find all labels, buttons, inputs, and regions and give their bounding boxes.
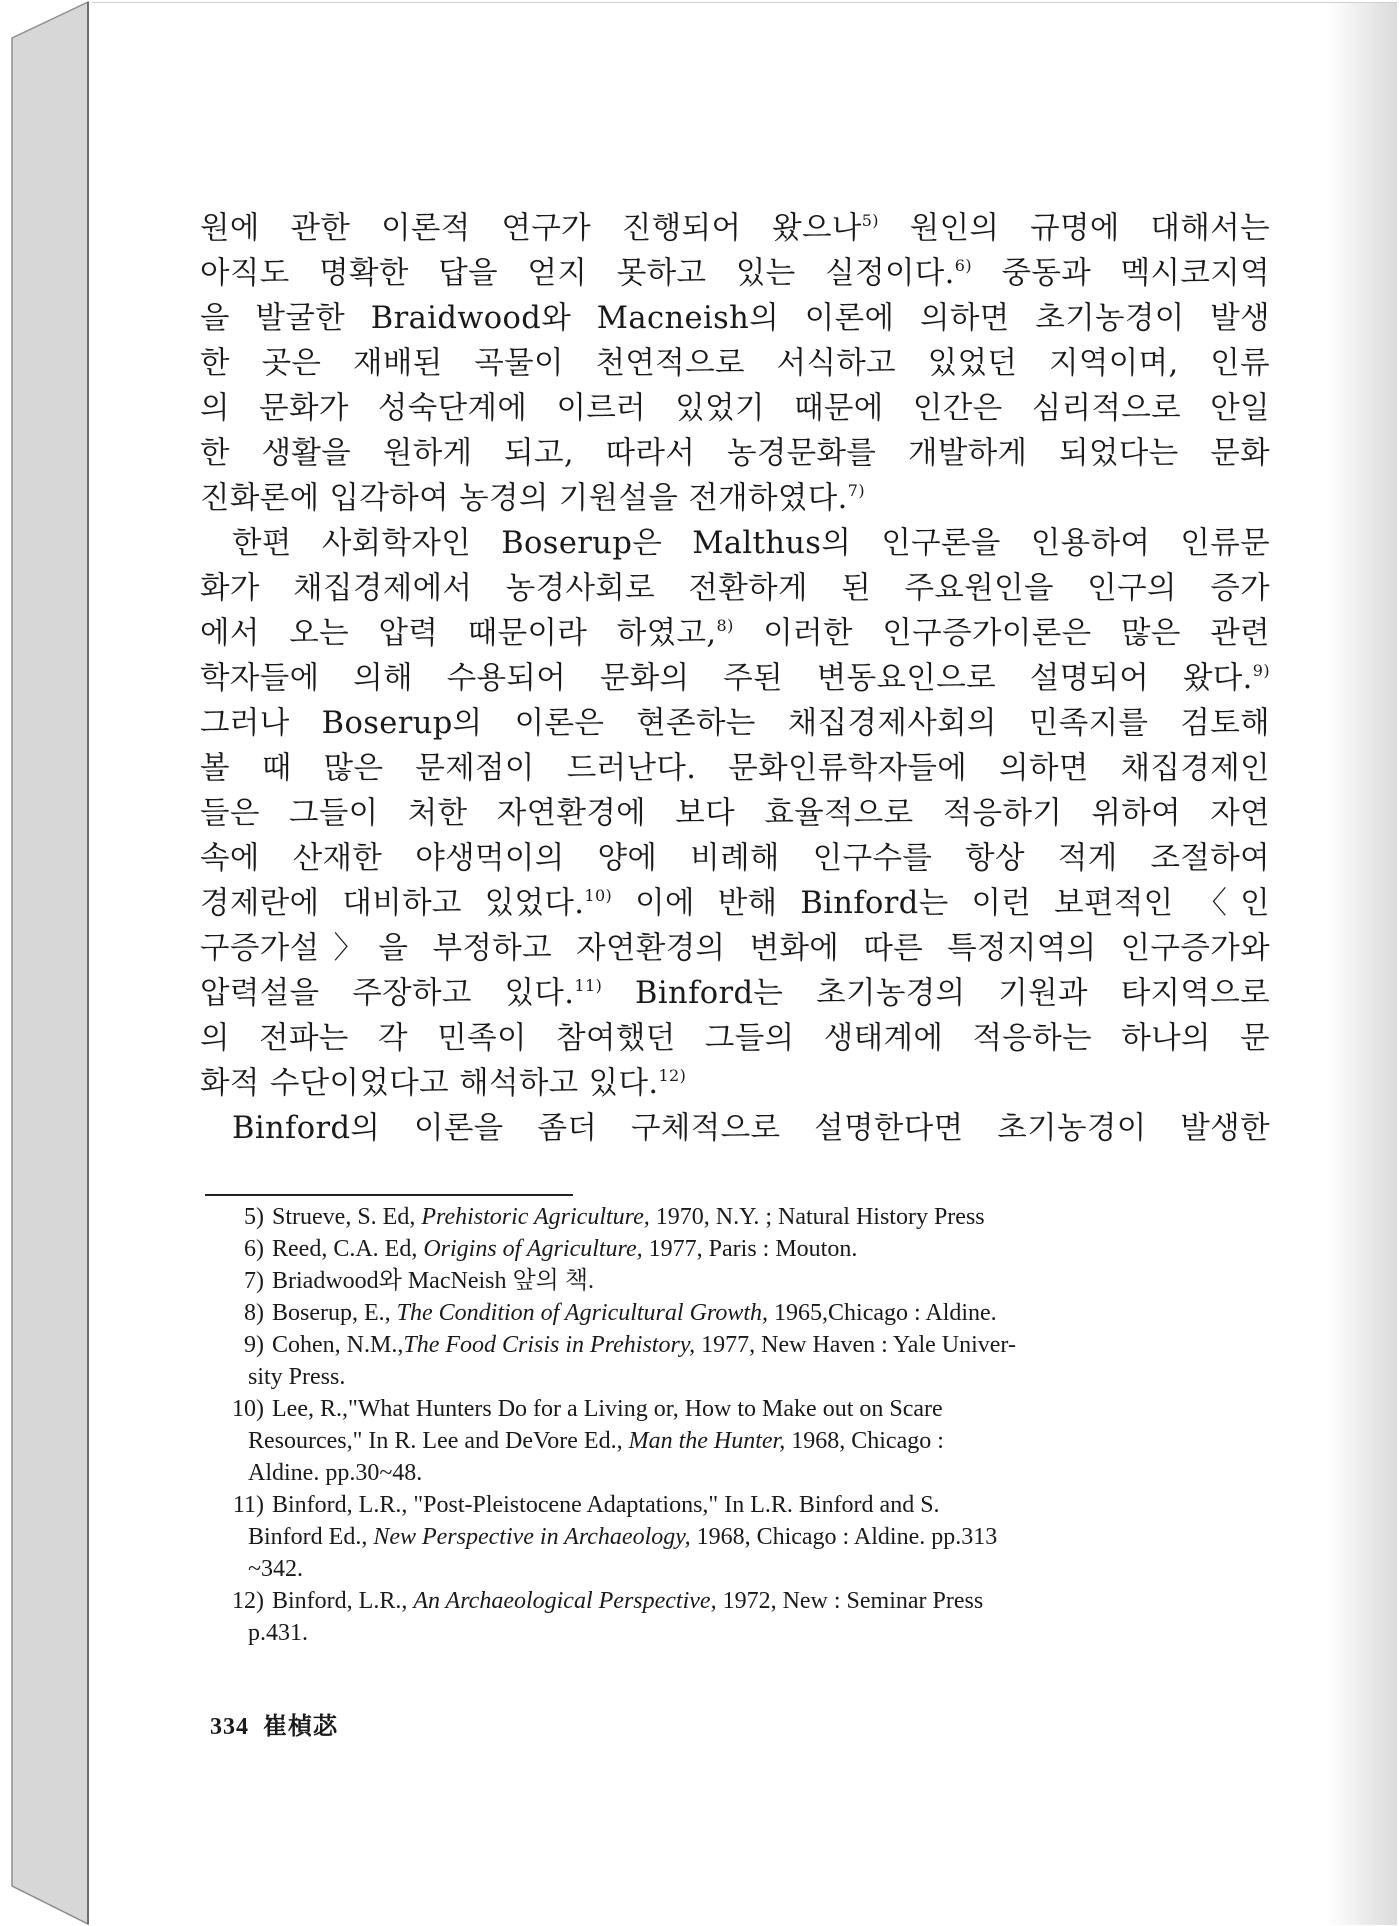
footnote-11: 11) Binford, L.R., "Post-Pleistocene Adaptations," In L.R. Binford and S.: [232, 1492, 940, 1518]
page-number: 334: [210, 1714, 249, 1740]
footnote-11-continued: Binford Ed., New Perspective in Archaeology, 1968, Chicago : Aldine. pp.313: [248, 1524, 998, 1550]
text-line: 한 곳은 재배된 곡물이 천연적으로 서식하고 있었던 지역이며, 인류: [200, 346, 1270, 381]
text-line: 에서 오는 압력 때문이라 하였고,$^{8)}$ 이러한 인구증가이론은 많은 관련: [200, 616, 1270, 651]
footnote-rule: [205, 1194, 573, 1196]
text-line: 한편 사회학자인 Boserup은 Malthus의 인구론을 인용하여 인류문: [232, 526, 1270, 561]
running-head-author: 崔楨苾: [263, 1714, 338, 1740]
footnotes: [230, 1201, 1280, 1649]
footnote-10-continued: Resources," In R. Lee and DeVore Ed., Man the Hunter, 1968, Chicago :: [248, 1428, 944, 1454]
text-line: 진화론에 입각하여 농경의 기원설을 전개하였다.$^{7)}$: [200, 481, 865, 516]
text-line: 그러나 Boserup의 이론은 현존하는 채집경제사회의 민족지를 검토해: [200, 706, 1270, 741]
text-line: 압력설을 주장하고 있다.$^{11)}$ Binford는 초기농경의 기원과 타지역으로: [200, 976, 1271, 1011]
text-line: Binford의 이론을 좀더 구체적으로 설명한다면 초기농경이 발생한: [232, 1111, 1270, 1146]
page-folio: [210, 1706, 338, 1741]
text-line: 경제란에 대비하고 있었다.$^{10)}$ 이에 반해 Binford는 이런 보편적인 〈인: [200, 886, 1270, 921]
text-line: 원에 관한 이론적 연구가 진행되어 왔으나$^{5)}$ 원인의 규명에 대해서는: [200, 211, 1270, 246]
text-line: 속에 산재한 야생먹이의 양에 비례해 인구수를 항상 적게 조절하여: [200, 841, 1270, 876]
footnote-8: 8) Boserup, E., The Condition of Agricultural Growth, 1965,Chicago : Aldine.: [244, 1300, 997, 1326]
footnote-9-continued: sity Press.: [248, 1364, 346, 1390]
text-line: 화가 채집경제에서 농경사회로 전환하게 된 주요원인을 인구의 증가: [200, 571, 1270, 606]
footnote-5: 5) Strueve, S. Ed, Prehistoric Agriculture, 1970, N.Y. ; Natural History Press: [244, 1204, 985, 1230]
text-line: 의 전파는 각 민족이 참여했던 그들의 생태계에 적응하는 하나의 문: [200, 1021, 1270, 1056]
footnote-12-continued: p.431.: [248, 1620, 308, 1646]
text-line: 을 발굴한 Braidwood와 Macneish의 이론에 의하면 초기농경이 발생: [200, 301, 1270, 336]
footnote-10: 10) Lee, R.,"What Hunters Do for a Living or, How to Make out on Scare: [232, 1396, 943, 1422]
text-line: 한 생활을 원하게 되고, 따라서 농경문화를 개발하게 되었다는 문화: [200, 436, 1270, 471]
footnote-7: 7) Briadwood와 MacNeish 앞의 책.: [244, 1268, 595, 1294]
footnote-10-continued: Aldine. pp.30~48.: [248, 1460, 423, 1486]
footnote-11-continued: ~342.: [248, 1556, 303, 1582]
page-edge-shadow: [1327, 3, 1397, 1925]
footnote-12: 12) Binford, L.R., An Archaeological Perspective, 1972, New : Seminar Press: [232, 1588, 984, 1614]
footnote-9: 9) Cohen, N.M.,The Food Crisis in Prehistory, 1977, New Haven : Yale Univer-: [244, 1332, 1016, 1358]
text-line: 의 문화가 성숙단계에 이르러 있었기 때문에 인간은 심리적으로 안일: [200, 391, 1270, 426]
text-line: 구증가설〉을 부정하고 자연환경의 변화에 따른 특정지역의 인구증가와: [200, 931, 1270, 966]
text-line: 볼 때 많은 문제점이 드러난다. 문화인류학자들에 의하면 채집경제인: [200, 751, 1270, 786]
body-text: [200, 206, 1270, 1151]
text-line: 들은 그들이 처한 자연환경에 보다 효율적으로 적응하기 위하여 자연: [200, 796, 1270, 831]
text-line: 화적 수단이었다고 해석하고 있다.$^{12)}$: [200, 1066, 687, 1101]
text-line: 학자들에 의해 수용되어 문화의 주된 변동요인으로 설명되어 왔다.$^{9)}$: [200, 661, 1270, 696]
text-line: 아직도 명확한 답을 얻지 못하고 있는 실정이다.$^{6)}$ 중동과 멕시코지역: [200, 256, 1271, 291]
footnote-6: 6) Reed, C.A. Ed, Origins of Agriculture, 1977, Paris : Mouton.: [244, 1236, 858, 1262]
book-spine: [0, 0, 92, 1926]
